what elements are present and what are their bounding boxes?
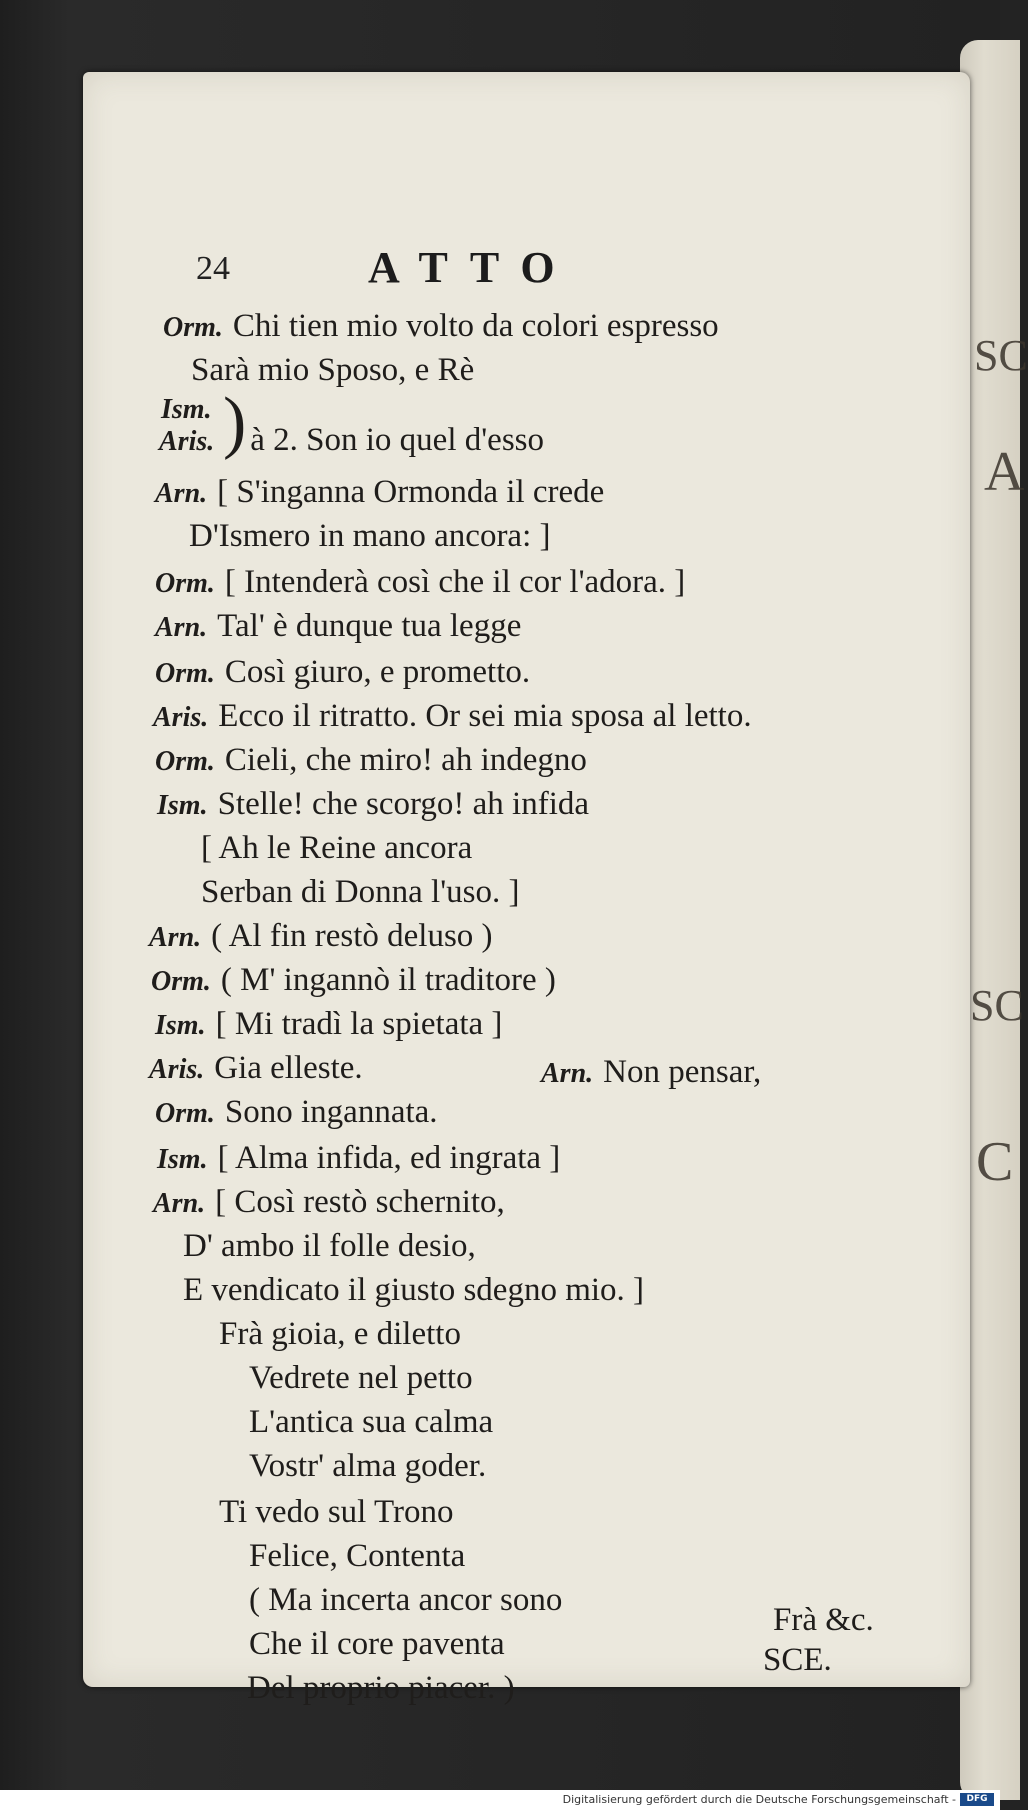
line-text: à 2. Son io quel d'esso [250,422,545,458]
brace: ) [223,384,247,461]
facing-fragment: SC [970,981,1024,1030]
verse-line [201,832,472,865]
verse-line [219,1496,453,1529]
line-text: Vedrete nel petto [249,1360,473,1396]
facing-fragment: A [984,441,1025,503]
verse-line [249,1540,465,1573]
line-text: ( M' ingannò il traditore ) [220,962,556,998]
verse-line [219,1318,461,1351]
speaker-label: Ism. [161,394,212,425]
verse-line [189,520,551,553]
line-text: Sono ingannata. [224,1094,438,1130]
verse-line [155,566,685,599]
speaker-label: Arn. [153,1188,206,1219]
catchword-next-scene: SCE. [763,1642,832,1678]
line-text: Cieli, che miro! ah indegno [224,742,587,778]
line-text: ( Ma incerta ancor sono [249,1582,563,1618]
verse-line [247,1672,515,1705]
speaker-label: Aris. [159,426,215,457]
verse-line [191,354,474,387]
verse-line [151,964,556,997]
verse-line [157,1142,560,1175]
verse-line [149,920,493,953]
speaker-label: Arn. [149,922,202,953]
verse-line [149,1052,363,1085]
line-text: Non pensar, [603,1054,762,1090]
verse-line [163,310,719,343]
speaker-label: Arn. [155,478,208,509]
line-text: Sarà mio Sposo, e Rè [191,352,475,388]
line-text: Del proprio piacer. ) [247,1670,515,1706]
line-text: Tal' è dunque tua legge [217,608,522,644]
verse-line [155,656,530,689]
line-text: [ Intenderà così che il cor l'adora. ] [224,564,686,600]
line-text: Serban di Donna l'uso. ] [201,874,520,910]
line-text: [ Mi tradì la spietata ] [215,1006,503,1042]
speaker-label: Orm. [151,966,211,997]
verse-line [201,876,519,909]
line-text: Ti vedo sul Trono [219,1494,454,1530]
speaker-label: Orm. [155,568,215,599]
verse-line [153,1186,505,1219]
verse-line [155,1008,502,1041]
line-text: [ Ah le Reine ancora [201,830,473,866]
verse-line [155,476,604,509]
verse-line [249,1584,562,1617]
verse-line [183,1230,476,1263]
speaker-label: Orm. [155,658,215,689]
catchword-refrain: Frà &c. [773,1602,874,1638]
speaker-label: Aris. [149,1054,205,1085]
speaker-label: Aris. [153,702,209,733]
verse-line [159,424,544,457]
line-text: [ S'inganna Ormonda il crede [217,474,605,510]
verse-line [155,610,521,643]
verse-line [249,1450,486,1483]
verse-line [541,1056,761,1089]
verse-line [249,1406,493,1439]
speaker-label: Ism. [157,1144,208,1175]
line-text: Vostr' alma goder. [249,1448,487,1484]
line-text: Ecco il ritratto. Or sei mia sposa al letto. [218,698,752,734]
dfg-logo-icon: DFG [960,1793,994,1806]
speaker-label: Orm. [155,746,215,777]
line-text: Stelle! che scorgo! ah infida [217,786,590,822]
book-page [83,72,970,1706]
line-text: Che il core paventa [249,1626,505,1662]
line-text: D'Ismero in mano ancora: ] [189,518,551,554]
running-head: ATTO [368,243,577,292]
digitization-credit: Digitalisierung gefördert durch die Deutsche Forschungsgemeinschaft - [562,1793,956,1806]
verse-line [249,1628,505,1661]
speaker-label: Orm. [163,312,223,343]
line-text: Felice, Contenta [249,1538,466,1574]
line-text: Chi tien mio volto da colori espresso [232,308,719,344]
verse-line [155,1096,438,1129]
line-text: Frà gioia, e diletto [219,1316,461,1352]
line-text: [ Alma infida, ed ingrata ] [217,1140,561,1176]
line-text: D' ambo il folle desio, [183,1228,476,1264]
line-text: [ Così restò schernito, [215,1184,505,1220]
line-text: Così giuro, e prometto. [224,654,531,690]
verse-line [249,1362,473,1395]
verse-text [83,72,970,1706]
speaker-label: Ism. [155,1010,206,1041]
page-number: 24 [196,250,230,287]
facing-fragment: C [976,1131,1014,1193]
speaker-label: Arn. [541,1058,594,1089]
line-text: E vendicato il giusto sdegno mio. ] [183,1272,645,1308]
line-text: L'antica sua calma [249,1404,494,1440]
verse-line [155,744,587,777]
line-text: Gia elleste. [214,1050,363,1086]
digitization-footer [0,1790,1000,1810]
verse-line [161,392,222,425]
line-text: ( Al fin restò deluso ) [211,918,493,954]
verse-line [153,700,752,733]
verse-line [183,1274,644,1307]
speaker-label: Ism. [157,790,208,821]
verse-line [157,788,589,821]
facing-fragment: SC [974,331,1028,380]
speaker-label: Arn. [155,612,208,643]
speaker-label: Orm. [155,1098,215,1129]
